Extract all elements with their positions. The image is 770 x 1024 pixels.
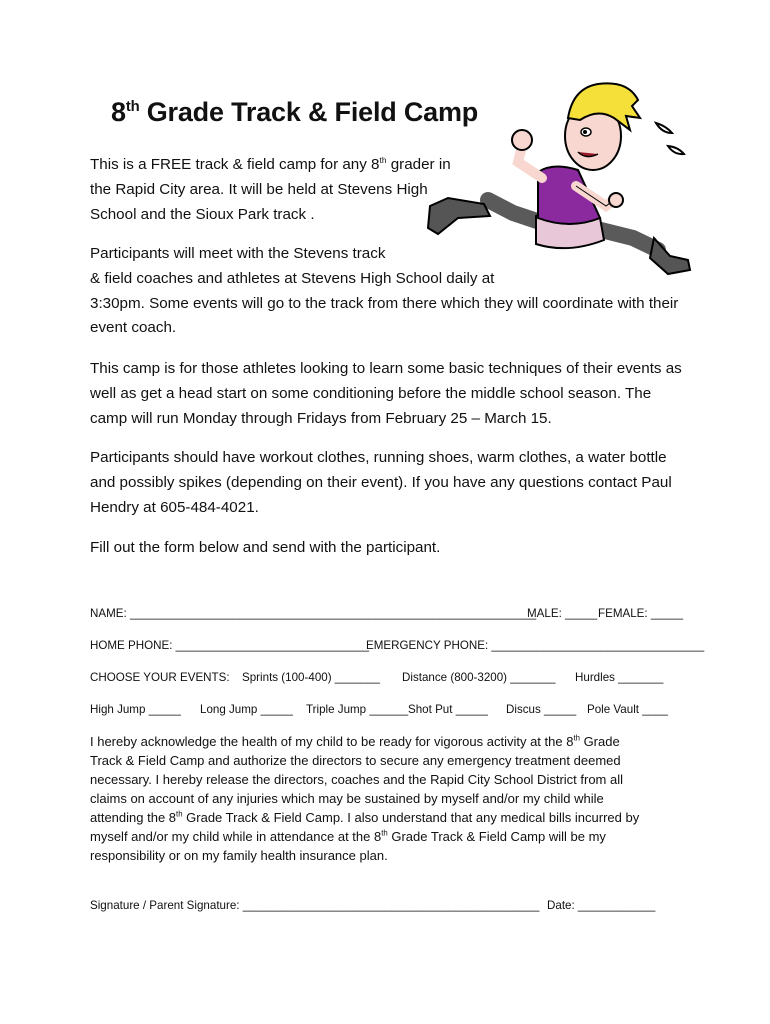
shot-put-field[interactable]: Shot Put _____ — [408, 703, 488, 716]
name-field[interactable]: NAME: _______________________________________________________________ — [90, 607, 537, 620]
intro-paragraph: This is a FREE track & field camp for any 8th grader in the Rapid City area. It will be held at Stevens High School and the Sioux Park track . — [90, 154, 451, 223]
discus-field[interactable]: Discus _____ — [506, 703, 577, 716]
hurdles-field[interactable]: Hurdles _______ — [575, 671, 664, 684]
instructions-paragraph: Fill out the form below and send with the participant. — [90, 539, 441, 556]
form-row-events — [90, 671, 690, 689]
page-title: 8th Grade Track & Field Camp — [111, 97, 479, 127]
equipment-paragraph: Participants should have workout clothes, running shoes, warm clothes, a water bottle and possibly spikes (depending on their event). If you have any questions contact Paul Hendry at 605-484-4021. — [90, 449, 672, 516]
long-jump-field[interactable]: Long Jump _____ — [200, 703, 293, 716]
distance-field[interactable]: Distance (800-3200) _______ — [402, 671, 556, 684]
date-field[interactable]: Date: ____________ — [547, 899, 656, 912]
camp-schedule-paragraph: This camp is for those athletes looking to learn some basic techniques of their events as well as get a head start on some conditioning before the middle school season. The camp will run Monday through Fridays from February 25 – March 15. — [90, 360, 682, 427]
meeting-paragraph: Participants will meet with the Stevens track & field coaches and athletes at Stevens High School daily at 3:30pm. Some events will go to the track from there which they will coordinate with their event coach. — [90, 245, 679, 337]
waiver-paragraph: I hereby acknowledge the health of my child to be ready for vigorous activity at the 8th Grade Track & Field Camp and authorize the directors to secure any emergency treatment deemed necessary. I hereby release the directors, coaches and the Rapid City School District from all claims on account of any injuries which may be sustained by myself and/or my child while attending the 8th Grade Track & Field Camp. I also understand that any medical bills incurred by myself and/or my child while in attendance at the 8th Grade Track & Field Camp will be my responsibility or on my family health insurance plan. — [90, 733, 640, 863]
form-row-phones — [90, 639, 705, 657]
emergency-phone-field[interactable]: EMERGENCY PHONE: _________________________________ — [366, 639, 705, 652]
signature-field[interactable]: Signature / Parent Signature: ______________________________________________ — [90, 899, 540, 912]
pole-vault-field[interactable]: Pole Vault ____ — [587, 703, 669, 716]
high-jump-field[interactable]: High Jump _____ — [90, 703, 181, 716]
female-field[interactable]: FEMALE: _____ — [598, 607, 684, 620]
form-row-field-events — [90, 703, 690, 721]
form-row-name — [90, 607, 690, 625]
male-field[interactable]: MALE: _____ — [527, 607, 598, 620]
choose-events-label: CHOOSE YOUR EVENTS: — [90, 671, 230, 684]
triple-jump-field[interactable]: Triple Jump ______ — [306, 703, 409, 716]
sprints-field[interactable]: Sprints (100-400) _______ — [242, 671, 380, 684]
home-phone-field[interactable]: HOME PHONE: ______________________________ — [90, 639, 370, 652]
form-row-signature — [90, 899, 690, 917]
